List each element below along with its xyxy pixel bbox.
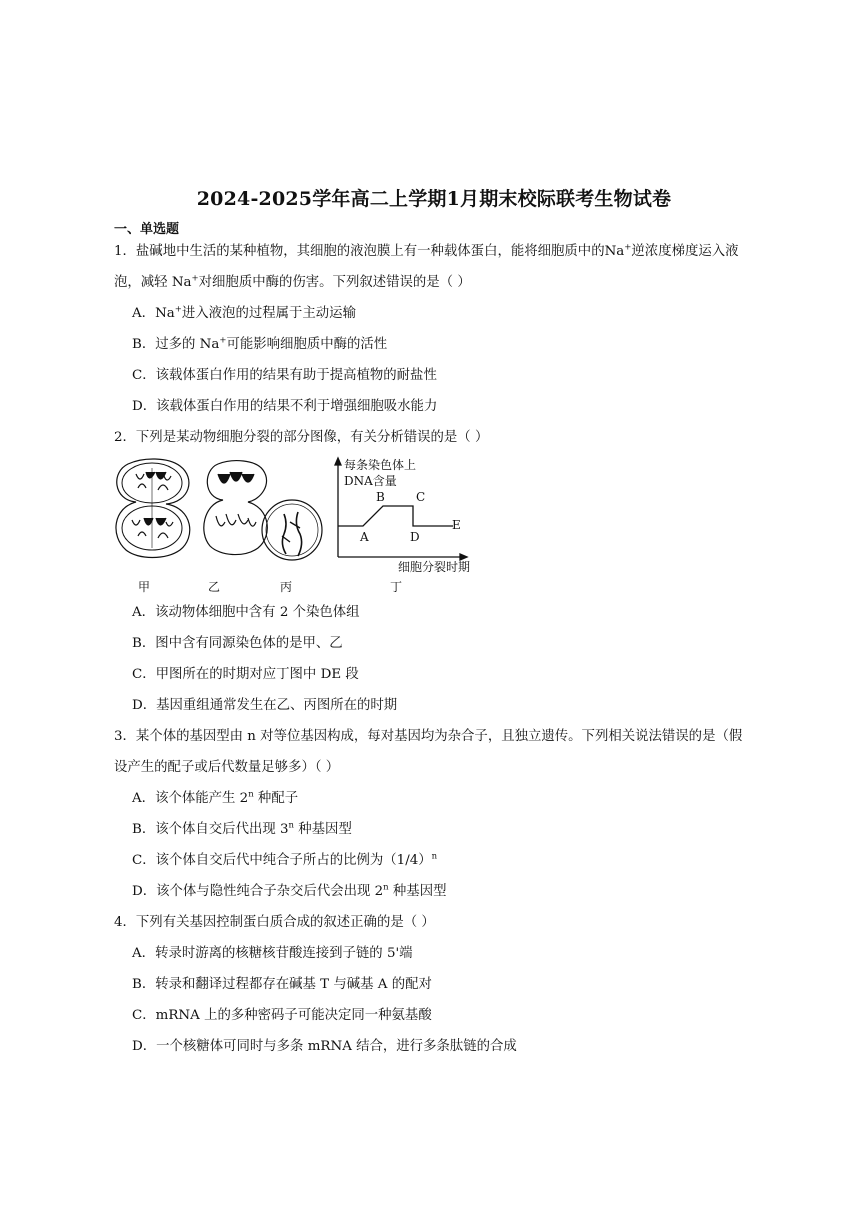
section-title: 一、单选题 xyxy=(114,222,180,237)
question-number: 3． xyxy=(114,729,136,744)
option-label: C． xyxy=(132,1008,156,1023)
option-text: Na xyxy=(155,306,175,321)
option-text: 转录和翻译过程都存在碱基 T 与碱基 A 的配对 xyxy=(155,977,432,992)
option-text: 图中含有同源染色体的是甲、乙 xyxy=(155,636,343,651)
question-1-option-b[interactable] xyxy=(132,336,387,354)
option-text: 该个体与隐性纯合子杂交后代会出现 2 xyxy=(156,884,384,899)
cell-jia xyxy=(116,459,190,558)
option-text: 转录时游离的核糖核苷酸连接到子链的 5'端 xyxy=(155,946,413,961)
stem-text: 下列有关基因控制蛋白质合成的叙述正确的是（ ） xyxy=(135,915,435,930)
question-2-figure xyxy=(108,452,478,592)
option-text: 种配子 xyxy=(253,791,299,806)
question-number: 1． xyxy=(114,244,136,259)
option-text: 该载体蛋白作用的结果有助于提高植物的耐盐性 xyxy=(155,368,437,383)
option-label: C． xyxy=(132,853,156,868)
option-label: D． xyxy=(132,1039,157,1054)
question-3-stem-line1 xyxy=(114,728,742,746)
option-label: D． xyxy=(132,884,157,899)
label-ding: 丁 xyxy=(390,580,403,594)
superscript: + xyxy=(174,304,182,315)
graph-ylabel-line2: DNA含量 xyxy=(344,474,397,488)
option-text: 可能影响细胞质中酶的活性 xyxy=(226,337,388,352)
question-1-option-a[interactable] xyxy=(132,305,356,323)
option-text: 该个体自交后代出现 3 xyxy=(155,822,289,837)
question-4-option-a[interactable] xyxy=(132,945,413,963)
superscript: n xyxy=(383,882,389,893)
label-yi: 乙 xyxy=(208,580,221,594)
option-label: D． xyxy=(132,399,157,414)
stem-text: 盐碱地中生活的某种植物，其细胞的液泡膜上有一种载体蛋白，能将细胞质中的Na xyxy=(135,244,625,259)
question-3-option-a[interactable] xyxy=(132,790,298,808)
question-2-option-a[interactable] xyxy=(132,604,360,622)
option-label: A． xyxy=(132,306,156,321)
option-label: C． xyxy=(132,368,156,383)
superscript: n xyxy=(288,820,295,831)
page-title: 2024-2025学年高二上学期1月期末校际联考生物试卷 xyxy=(196,188,672,210)
graph-point-b: B xyxy=(376,490,385,504)
superscript: n xyxy=(248,789,254,800)
option-text: 该动物体细胞中含有 2 个染色体组 xyxy=(155,605,360,620)
option-text: 该个体自交后代中纯合子所占的比例为（1/4） xyxy=(155,853,432,868)
option-label: B． xyxy=(132,636,156,651)
option-label: A． xyxy=(132,791,156,806)
option-text: 一个核糖体可同时与多条 mRNA 结合，进行多条肽链的合成 xyxy=(156,1039,517,1054)
option-text: 该载体蛋白作用的结果不利于增强细胞吸水能力 xyxy=(156,399,438,414)
superscript: + xyxy=(624,242,632,253)
stem-text: 设产生的配子或后代数量足够多）（ ） xyxy=(114,760,340,775)
question-1-stem-line2 xyxy=(114,274,471,292)
question-2-stem xyxy=(114,429,488,447)
option-text: 基因重组通常发生在乙、丙图所在的时期 xyxy=(156,698,398,713)
stem-text: 某个体的基因型由 n 对等位基因构成，每对基因均为杂合子，且独立遗传。下列相关说法错误的是（假 xyxy=(135,729,743,744)
option-label: A． xyxy=(132,946,156,961)
graph-line xyxy=(338,506,453,526)
superscript: n xyxy=(431,851,438,862)
option-label: A． xyxy=(132,605,156,620)
option-text: 种基因型 xyxy=(294,822,352,837)
option-label: D． xyxy=(132,698,157,713)
option-text: 进入液泡的过程属于主动运输 xyxy=(181,306,356,321)
option-label: C． xyxy=(132,667,156,682)
graph-y-arrow xyxy=(335,458,341,465)
question-4-option-d[interactable] xyxy=(132,1038,517,1056)
graph-point-c: C xyxy=(416,490,426,504)
stem-text: 对细胞质中酶的伤害。下列叙述错误的是（ ） xyxy=(198,275,471,290)
question-1-option-d[interactable] xyxy=(132,398,437,416)
superscript: + xyxy=(191,273,199,284)
question-3-option-b[interactable] xyxy=(132,821,352,839)
superscript: + xyxy=(219,335,227,346)
question-3-stem-line2 xyxy=(114,759,339,777)
option-text: 甲图所在的时期对应丁图中 DE 段 xyxy=(155,667,359,682)
question-2-option-d[interactable] xyxy=(132,697,397,715)
graph-point-e: E xyxy=(452,518,461,532)
graph-point-d: D xyxy=(410,530,420,544)
question-3-option-c[interactable] xyxy=(132,852,437,870)
stem-text: 泡，减轻 Na xyxy=(114,275,192,290)
option-label: B． xyxy=(132,822,156,837)
question-number: 4． xyxy=(114,915,136,930)
graph-xlabel: 细胞分裂时期 xyxy=(398,560,471,574)
option-text: 过多的 Na xyxy=(155,337,220,352)
question-4-option-c[interactable] xyxy=(132,1007,432,1025)
option-text: mRNA 上的多种密码子可能决定同一种氨基酸 xyxy=(155,1008,432,1023)
option-text: 种基因型 xyxy=(388,884,447,899)
question-4-stem xyxy=(114,914,435,932)
stem-text: 下列是某动物细胞分裂的部分图像，有关分析错误的是（ ） xyxy=(135,430,489,445)
question-4-option-b[interactable] xyxy=(132,976,432,994)
option-label: B． xyxy=(132,337,156,352)
label-bing: 丙 xyxy=(280,580,293,594)
option-label: B． xyxy=(132,977,156,992)
cell-bing xyxy=(262,500,322,560)
stem-text: 逆浓度梯度运入液 xyxy=(631,244,739,259)
graph-point-a: A xyxy=(360,530,369,544)
question-3-option-d[interactable] xyxy=(132,883,446,901)
question-number: 2． xyxy=(114,430,136,445)
option-text: 该个体能产生 2 xyxy=(155,791,249,806)
cell-yi xyxy=(204,461,268,555)
question-2-option-b[interactable] xyxy=(132,635,343,653)
label-jia: 甲 xyxy=(138,580,151,594)
question-1-stem-line1 xyxy=(114,243,739,261)
graph-ylabel-line1: 每条染色体上 xyxy=(344,458,417,472)
question-2-option-c[interactable] xyxy=(132,666,359,684)
question-1-option-c[interactable] xyxy=(132,367,437,385)
